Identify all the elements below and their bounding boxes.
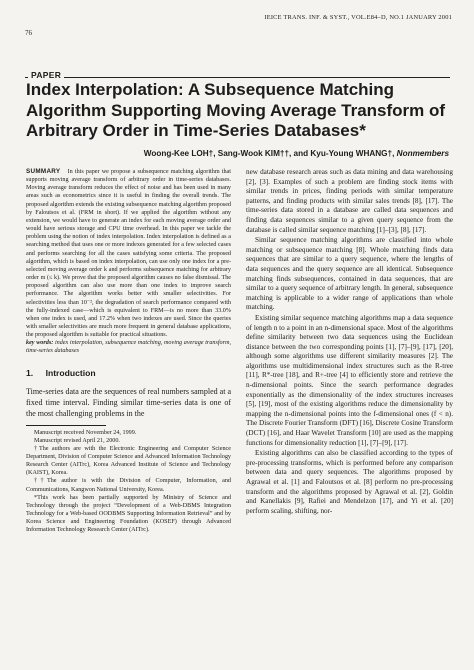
keywords-text: index interpolation, subsequence matching, moving average transform, time-series databases — [26, 340, 231, 355]
abstract-text: In this paper we propose a subsequence matching algorithm that supports moving average transform of arbitrary order in time-series databases. Moving average transform reduces the effect of noise and has been used in many areas such as econometrics since it is useful in finding the overall trends. The proposed algorithm extends the existing subsequence matching algorithm proposed by Faloutsos et al. (FRM in short). If we applied the algorithm without any extension, we would have to generate an index for each moving average order and would have serious storage and CPU time overhead. In this paper we tackle the problem using the notion of index interpolation. Index interpolation is defined as a searching method that uses one or more indexes generated for a few selected cases and performs searching for all the cases satisfying some criteria. The proposed algorithm, which is based on index interpolation, can use only one index for a pre-selected moving average order k and performs subsequence matching for arbitrary order m (≤ k). We prove that the proposed algorithm causes no false dismissal. The proposed algorithm can also use more than one index to improve search performance. The algorithm works better with smaller selectivities. For selectivities less than 10⁻², the degradation of search performance compared with the fully-indexed case—which is equivalent to FRM—is no more than 33.0% when one index is used, and 17.2% when two indexes are used. Since the queries with smaller selectivities are much more frequent in general database applications, the proposed algorithm is suitable for practical situations. — [26, 169, 231, 339]
footnote-revised: Manuscript revised April 21, 2000. — [34, 438, 120, 444]
header-rule — [25, 77, 450, 78]
section-heading — [26, 369, 231, 379]
intro-paragraph: Time-series data are the sequences of real numbers sampled at a fixed time interval. Finding similar time-series data is one of the most challenging problems in the — [26, 387, 231, 418]
footnote-funding: *This work has been partially supported by Ministry of Science and Technology through the project “Development of a Web-DBMS Integration Technology for a Web-based OODBMS Supporting Information Retrieval” and by Korea Science and Engineering Foundation (KOSEF) through Advanced Information Technology Research Center (AITrc). — [26, 494, 231, 534]
paper-title: Index Interpolation: A Subsequence Matching Algorithm Supporting Moving Average Transform of Arbitrary Order in Time-Series Databases* — [26, 80, 446, 140]
footnote-received: Manuscript received November 24, 1999. — [34, 429, 137, 436]
body-paragraph: Existing algorithms can also be classified according to the types of pre-processing transforms, which is performed before any comparison between data and query sequences. The algorithms proposed by Agrawal et al. [1] and Faloutsos et al. [8] perform no pre-processing transform and the algorithms proposed by Agrawal et al. [2], Goldin and Kanellakis [9], Rafiei and Mendelzon [17], and Yi et al. [20] perform scaling, shifting, nor- — [246, 449, 453, 515]
journal-header: IEICE TRANS. INF. & SYST., VOL.E84–D, NO.1 JANUARY 2001 — [264, 14, 452, 21]
author-names: Woong-Kee LOH†, Sang-Wook KIM††, and Kyu-Young WHANG†, — [143, 149, 395, 158]
footnote-affiliation-2: ††The author is with the Division of Computer, Information, and Communications, Kangwon National University, Korea. — [26, 478, 231, 493]
body-paragraph: Existing similar sequence matching algorithms map a data sequence of length n to a point in an n-dimensional space. Most of the algorithms define similarity between two data sequences using the Euclidean distance between the two corresponding points [1], [7]–[9], [17], [20], although some algorithms use different similarity measures [2]. The algorithms use multidimensional index structures such as the R-tree [11], R*-tree [18], and R+-tree [4] to efficiently store and retrieve the n-dimensional points. Since the search performance degrades exponentially as the dimensionality of the index structures increases [5], [19], most of the existing algorithms reduce the dimensionality by mapping the n-dimensional points into the f-dimensional ones (f < n). The Discrete Fourier Transform (DFT) [16], Discrete Cosine Transform (DCT) [16], and Haar Wavelet Transform [10] are used as the mapping functions for dimensionality reduction [1], [7]–[9], [17]. — [246, 313, 453, 447]
category-label: PAPER — [28, 70, 64, 80]
page-number: 76 — [25, 29, 32, 37]
section-number: 1. — [26, 367, 34, 378]
abstract — [26, 168, 231, 339]
footnote-affiliation-1: †The authors are with the Electronic Engineering and Computer Science Department, Division of Computer Science and Advanced Information Technology Research Center (AITrc), Korea Advanced Institute of Science and Technology (KAIST), Korea. — [26, 446, 231, 477]
right-column — [246, 168, 453, 517]
section-title: Introduction — [45, 367, 96, 378]
body-paragraph: Similar sequence matching algorithms are classified into whole matching or subsequence matching [8]. Whole matching finds data sequences that are similar to a query sequence, where the lengths of data sequences and the query sequence are all identical. Subsequence matching finds subsequences, contained in data sequences, that are similar to a query sequence of arbitrary length. In general, subsequence matching is applicable to a wider range of applications than whole matching. — [246, 236, 453, 312]
body-paragraph: new database research areas such as data mining and data warehousing [2], [3]. Examples of such a problem are finding stock items with similar trends in prices, finding periods with similar temperature patterns, and finding products with similar sales trends [8], [17]. The time-series data stored in a database are called data sequences and finding data sequences similar to a given query sequence from the database is called similar sequence matching [1]–[3], [8], [17]. — [246, 168, 453, 234]
keywords — [26, 339, 231, 355]
keywords-label: key words: — [26, 340, 54, 347]
footnote-rule — [26, 425, 106, 426]
left-column — [26, 168, 231, 534]
author-status: Nonmembers — [396, 149, 449, 158]
author-line — [26, 149, 449, 158]
abstract-label: SUMMARY — [26, 168, 61, 175]
